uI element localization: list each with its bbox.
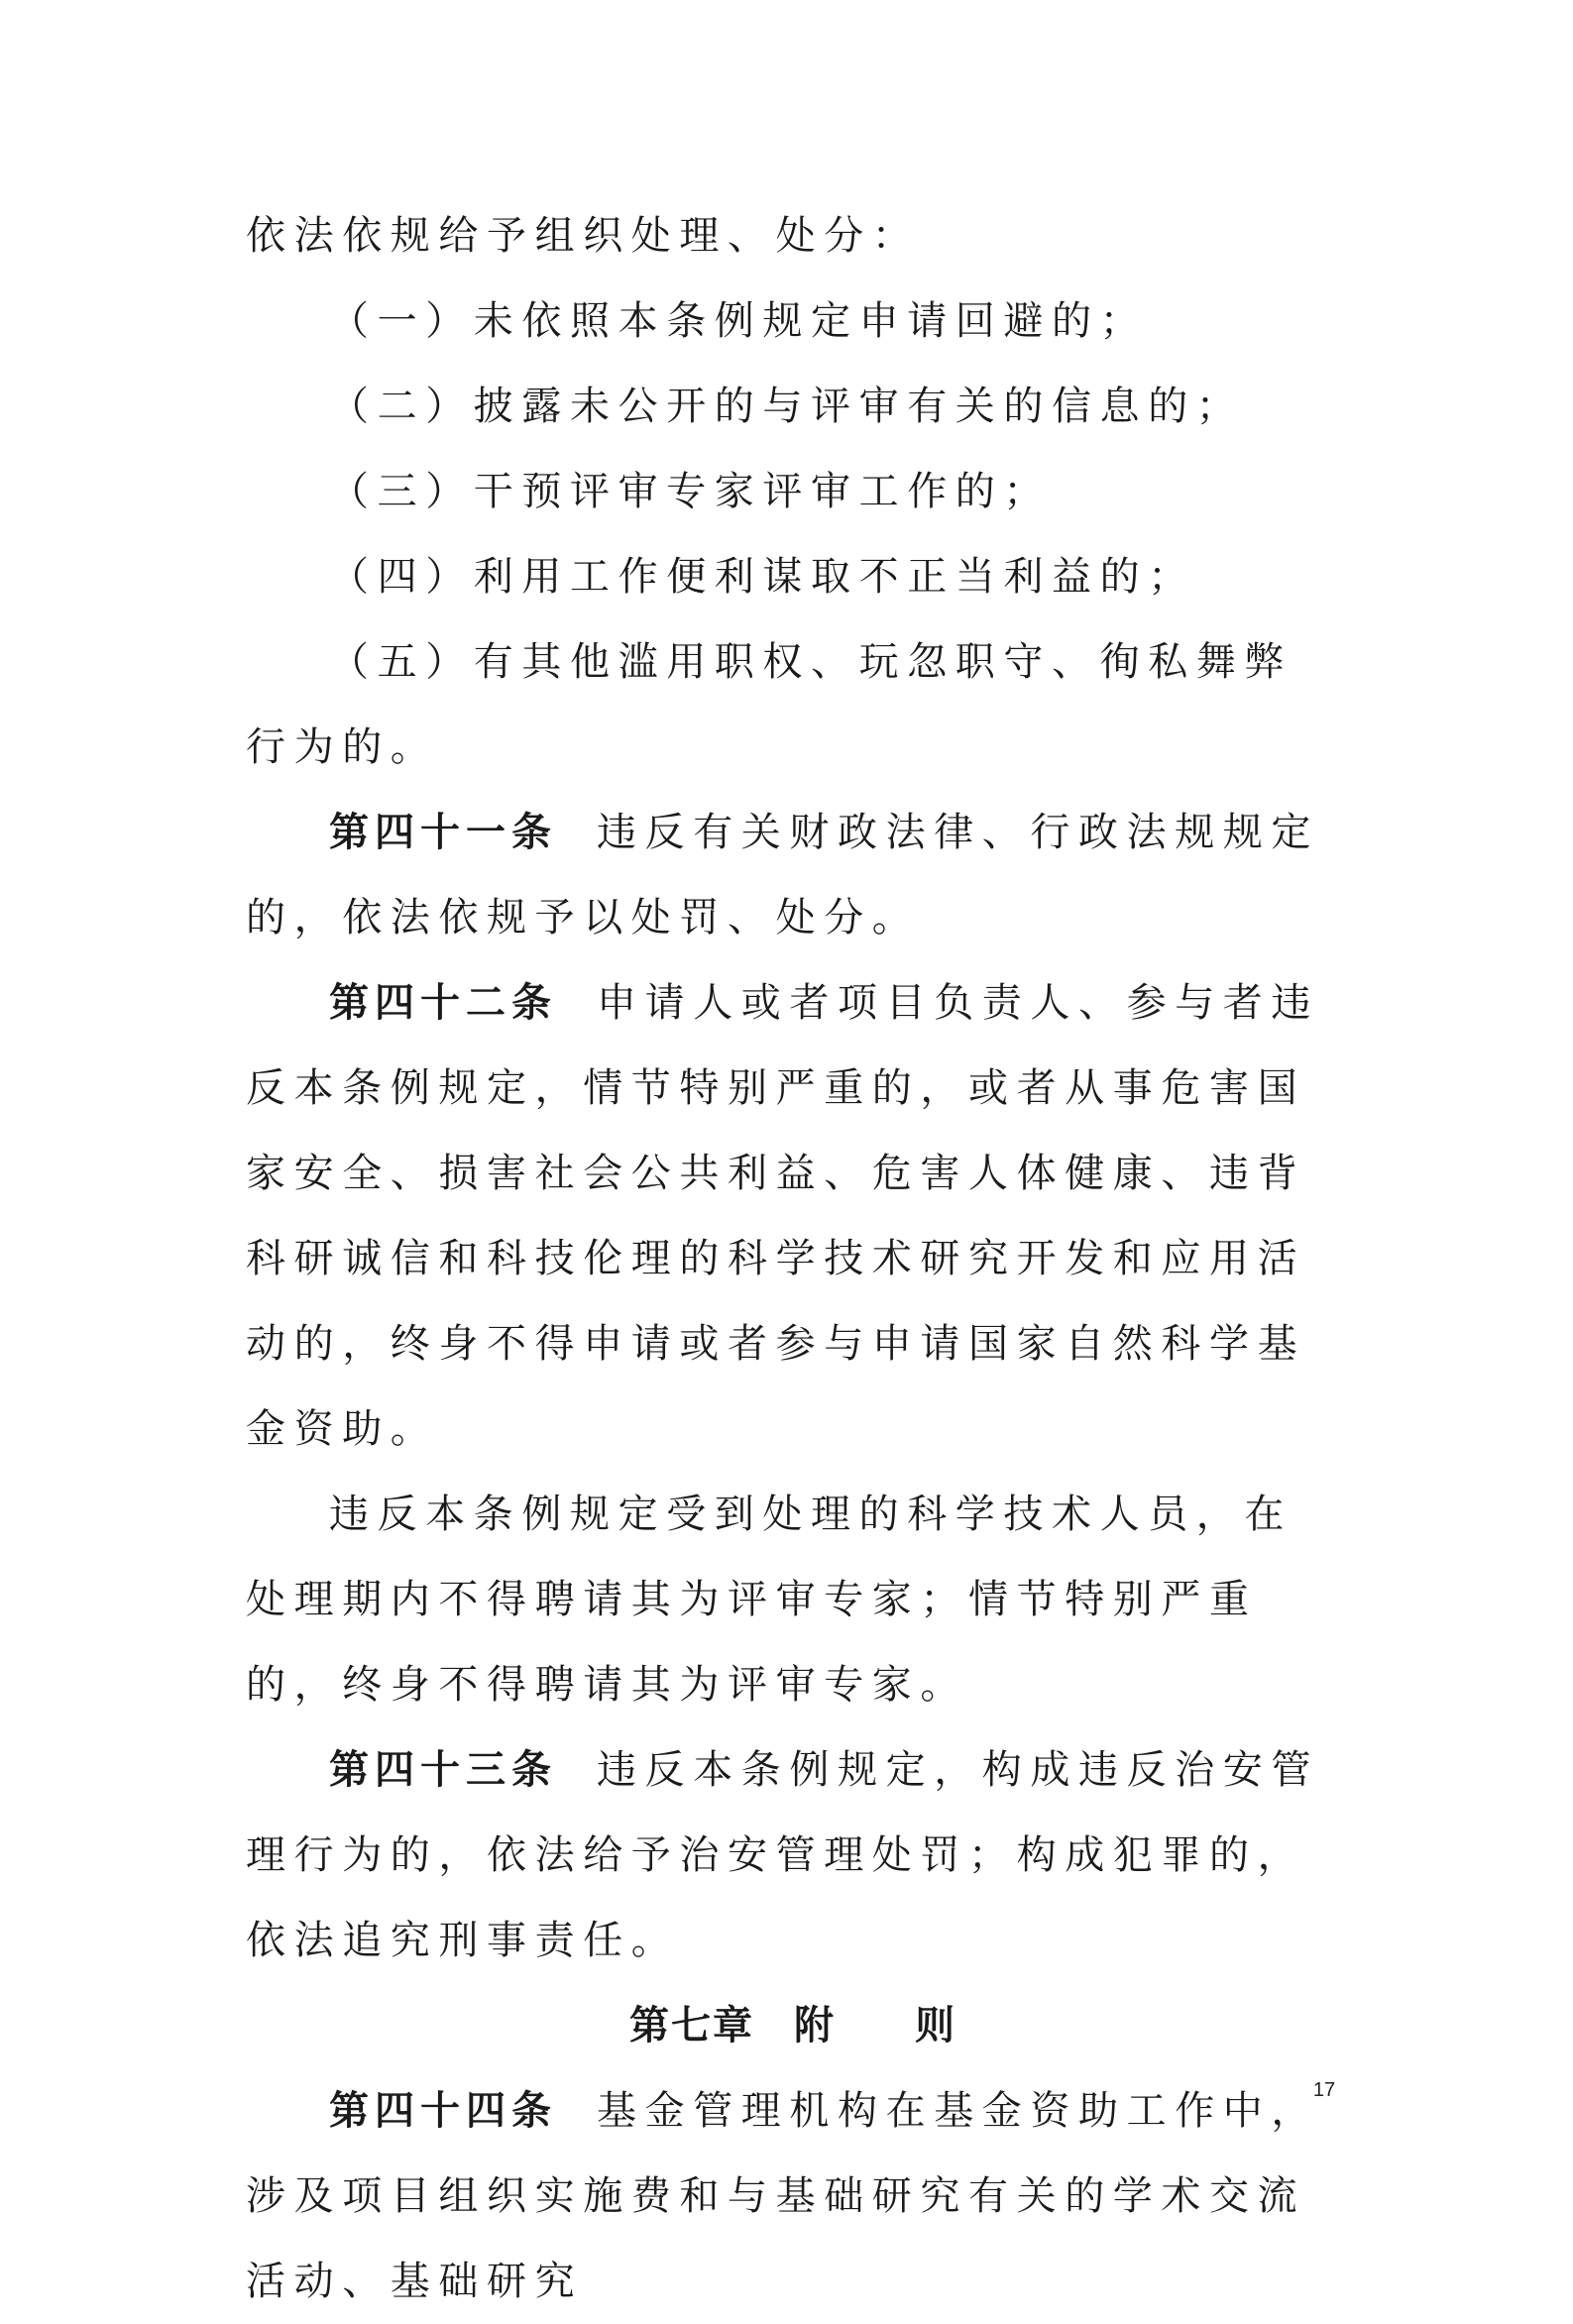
article-number: 第四十一条: [329, 810, 557, 855]
list-item-3: （三）干预评审专家评审工作的；: [329, 469, 1052, 514]
article-text: 违反有关财政法律、行政法规规定的，依法依规予以处罚、处分。: [246, 810, 1319, 941]
article-number: 第四十二条: [329, 980, 557, 1026]
chapter-title-part-2: 则: [915, 2003, 956, 2048]
chapter-heading: [246, 1983, 1340, 2068]
paragraph-continuation: 依法依规给予组织处理、处分：: [246, 213, 921, 259]
document-body: [246, 193, 1340, 2324]
article-43: [246, 1727, 1340, 1983]
article-41: [246, 790, 1340, 960]
list-item-4: （四）利用工作便利谋取不正当利益的；: [329, 554, 1196, 600]
list-item-1: （一）未依照本条例规定申请回避的；: [329, 298, 1149, 344]
chapter-title-part-1: 附: [794, 2003, 836, 2048]
article-number: 第四十三条: [329, 1747, 557, 1793]
article-text: 申请人或者项目负责人、参与者违反本条例规定，情节特别严重的，或者从事危害国家安全、损害社会公共利益、危害人体健康、违背科研诚信和科技伦理的科学技术研究开发和应用活动的，终身不得申请或者参与申请国家自然科学基金资助。: [246, 980, 1319, 1452]
chapter-number: 第七章: [629, 2003, 754, 2048]
list-item-5: （五）有其他滥用职权、玩忽职守、徇私舞弊行为的。: [246, 639, 1292, 770]
article-number: 第四十四条: [329, 2088, 557, 2134]
article-44: [246, 2068, 1340, 2324]
article-42: [246, 960, 1340, 1472]
paragraph: 违反本条例规定受到处理的科学技术人员，在处理期内不得聘请其为评审专家；情节特别严重的，终身不得聘请其为评审专家。: [246, 1492, 1292, 1708]
page-number: 17: [1312, 2079, 1336, 2101]
article-text: 基金管理机构在基金资助工作中，涉及项目组织实施费和与基础研究有关的学术交流活动、基础研究: [246, 2088, 1319, 2304]
list-item-2: （二）披露未公开的与评审有关的信息的；: [329, 384, 1245, 429]
article-text: 违反本条例规定，构成违反治安管理行为的，依法给予治安管理处罚；构成犯罪的，依法追究刑事责任。: [246, 1747, 1319, 1963]
